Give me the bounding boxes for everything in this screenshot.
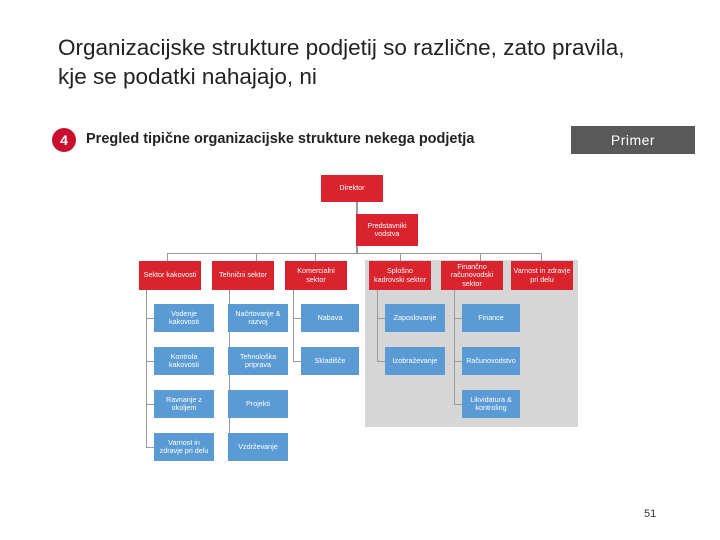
connector bbox=[377, 361, 385, 362]
org-box-unit: Varnost in zdravje pri delu bbox=[154, 433, 214, 461]
org-box-unit: Finance bbox=[462, 304, 520, 332]
org-box-unit: Skladišče bbox=[301, 347, 359, 375]
connector bbox=[356, 202, 358, 214]
org-box-director: Direktor bbox=[321, 175, 383, 202]
connector bbox=[293, 361, 301, 362]
org-box-unit: Načrtovanje & razvoj bbox=[228, 304, 288, 332]
connector bbox=[167, 253, 168, 261]
connector bbox=[377, 290, 378, 362]
primer-label: Primer bbox=[571, 126, 695, 154]
org-box-unit: Računovodstvo bbox=[462, 347, 520, 375]
section-subtitle: Pregled tipične organizacijske strukture nekega podjetja bbox=[86, 131, 475, 147]
connector bbox=[293, 318, 301, 319]
connector bbox=[146, 361, 154, 362]
org-box-sector: Tehnični sektor bbox=[212, 261, 274, 290]
connector bbox=[480, 253, 481, 261]
org-box-unit: Projekti bbox=[228, 390, 288, 418]
org-box-unit: Tehnološka priprava bbox=[228, 347, 288, 375]
connector bbox=[315, 253, 316, 261]
org-box-management-representatives: Predstavniki vodstva bbox=[356, 214, 418, 246]
connector bbox=[146, 404, 154, 405]
org-box-unit: Vodenje kakovosti bbox=[154, 304, 214, 332]
org-box-sector: Varnost in zdravje pri delu bbox=[511, 261, 573, 290]
connector bbox=[454, 318, 462, 319]
connector bbox=[454, 290, 455, 404]
connector bbox=[146, 290, 147, 448]
org-box-unit: Zaposlovanje bbox=[385, 304, 445, 332]
slide-title: Organizacijske strukture podjetij so različne, zato pravila, kje se podatki nahajajo, ni bbox=[58, 35, 625, 89]
org-box-sector: Splošno kadrovski sektor bbox=[369, 261, 431, 290]
org-box-unit: Vzdrževanje bbox=[228, 433, 288, 461]
page-number: 51 bbox=[644, 508, 657, 520]
org-box-unit: Likvidatura & kontroling bbox=[462, 390, 520, 418]
connector bbox=[454, 361, 462, 362]
connector bbox=[146, 318, 154, 319]
connector bbox=[167, 253, 542, 254]
connector bbox=[377, 318, 385, 319]
connector bbox=[400, 253, 401, 261]
org-box-unit: Ravnanje z okoljem bbox=[154, 390, 214, 418]
connector bbox=[454, 404, 462, 405]
connector bbox=[293, 290, 294, 362]
org-box-unit: Kontrola kakovosti bbox=[154, 347, 214, 375]
connector bbox=[541, 253, 542, 261]
org-box-sector: Komercialni sektor bbox=[285, 261, 347, 290]
org-box-sector: Sektor kakovosti bbox=[139, 261, 201, 290]
section-number-badge: 4 bbox=[52, 128, 76, 152]
connector bbox=[256, 253, 257, 261]
connector bbox=[146, 447, 154, 448]
org-box-sector: Finančno računovodski sektor bbox=[441, 261, 503, 290]
org-box-unit: Izobraževanje bbox=[385, 347, 445, 375]
org-box-unit: Nabava bbox=[301, 304, 359, 332]
